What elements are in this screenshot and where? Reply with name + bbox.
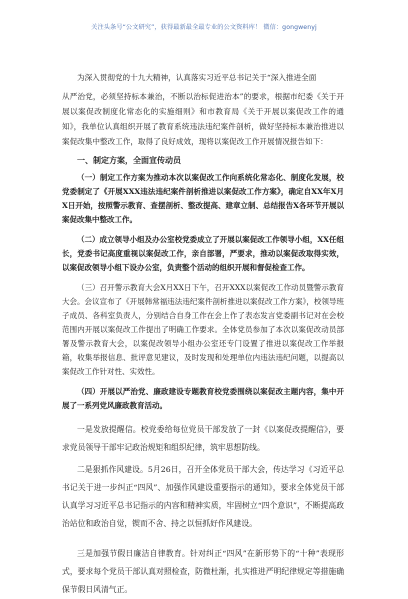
document-page: [62, 70, 344, 599]
paragraph-work-style: 二是狠抓作风建设。5月26日，召开全体党员干部大会，传达学习《习近平总书记关于进一步纠正“四风”、加强作风建设重要指示的通知》，要求全体党员干部认真学习习近平总书记指示的内容和精神实质，牢固树立“四个意识”，不断提高政治站位和政治自觉，锲而不舍、持之以恒抓好作风建设。: [62, 465, 344, 528]
paragraph-reminder-letter: 一是发放提醒信。校党委给每位党员干部发放了一封《以案促改提醒信》，要求党员领导干部牢记政治规矩和组织纪律，筑牢思想防线。: [62, 425, 344, 452]
intro-first-line: 为深入贯彻党的十九大精神，认真落实习近平总书记关于“深入推进全面: [77, 73, 317, 82]
paragraph-work-plan: （一）制定工作方案为推动本次以案促改工作向系统化常态化、制度化发展，校党委制定了《开展XXX违法违纪案件剖析推进以案促改工作方案》，确定自XX年X月X日开始，按照警示教育、查摆剖析、整改提高、建章立制、总结报告X各环节开展以案促改集中整改工作。: [62, 173, 344, 224]
paragraph-special-education: （四）开展以严治党、廉政建设专题教育校党委围绕以案促改主题内容，集中开展了一系列党风廉政教育活动。: [62, 387, 344, 410]
paragraph-leading-group: （二）成立领导小组及办公室校党委成立了开展以案促改工作领导小组，XX任组长，党委书记高度重视以案促改工作，亲自部署，严要求，推动以案促改取得实效，以案促改领导小组下设办公室，负责整个活动的组织开展和督促检查工作。: [62, 235, 344, 272]
paragraph-holiday-discipline: 三是加强节假日廉洁自律教育。针对纠正“四风”在新形势下的“十种”表现形式，要求每个党员干部认真对照检查，防微杜渐，扎实推进严明纪律规定等措施确保节假日风清气正。: [62, 549, 344, 594]
section-heading-1: 一、制定方案，全面宣传动员: [77, 155, 181, 165]
intro-paragraph: 从严治党，必须坚持标本兼治，不断以治标促进治本”的要求，根据市纪委《关于开展以案促改制度化常态化的实施细则》和市教育局《关于开展以案促改工作的通知》，我单位认真组织开展了教育系统违法违纪案件剖析，做好坚持标本兼治推进以案促改集中整改工作，取得了良好成效，现将以案促改工作开展情况报告如下：: [62, 92, 344, 146]
header-banner: 关注头条号“公文研究”，获得最新最全最专业的公文资料库！ 微信：gongwenyj: [91, 24, 317, 31]
paragraph-warning-meeting: （三）召开警示教育大会X月XX日下午，召开XXX以案促改工作动员暨警示教育大会。会议宣布了《开展韩常福违法违纪案件剖析推进以案促改工作方案》，校领导班子成员、各科室负责人，分别结合自身工作在会上作了表态发言党委副书记对在会校范围内开展以案促改工作提出了明确工作要求。全体党员参加了本次以案促改动员部署及警示教育大会，以案促改领导小组办公室还专门设置了推进以案促改工作举报箱，收集举报信息、批评意见建议，及时发现和处理单位内违法违纪问题，以提高以案促改工作针对性、实效性。: [62, 283, 344, 376]
